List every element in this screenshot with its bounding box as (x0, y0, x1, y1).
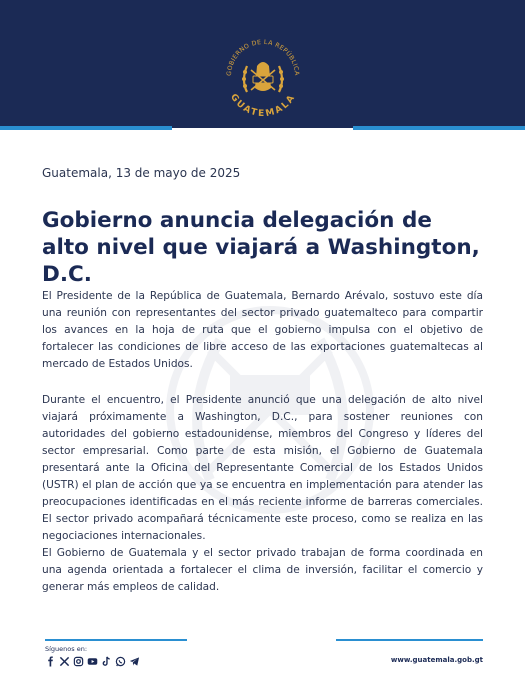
header-stripe-left (0, 126, 172, 130)
paragraph-3: El Gobierno de Guatemala y el sector privado trabajan de forma coordinada en una agenda orientada a fortalecer el clima de inversión, facilitar el comercio y generar más empleos de calidad. (42, 547, 483, 593)
svg-text:GUATEMALA (228, 92, 298, 119)
header-banner (0, 0, 525, 128)
instagram-icon[interactable] (73, 656, 84, 667)
guatemala-seal-icon (217, 30, 309, 122)
x-icon[interactable] (59, 656, 70, 667)
website-link[interactable]: www.guatemala.gob.gt (390, 656, 483, 664)
footer-line-right (336, 639, 483, 641)
header-stripe-right (353, 126, 525, 130)
whatsapp-icon[interactable] (115, 656, 126, 667)
tiktok-icon[interactable] (101, 656, 112, 667)
paragraph-2: Durante el encuentro, el Presidente anunció que una delegación de alto nivel viajará próximamente a Washington, D.C., para sostener reuniones con autoridades del gobierno estadounidense, miembros del Congreso y líderes del sector empresarial. Como parte de esta misión, el Gobierno de Guatemala presentará ante la Oficina del Representante Comercial de los Estados Unidos (USTR) el plan de acción que ya se encuentra en implementación para atender las preocupaciones identificadas en el más reciente informe de barreras comerciales. El sector privado acompañará técnicamente este proceso, como se realiza en las negociaciones internacionales. (42, 394, 483, 542)
youtube-icon[interactable] (87, 656, 98, 667)
seal-text-bottom: GUATEMALA (228, 92, 298, 120)
document-date: Guatemala, 13 de mayo de 2025 (42, 166, 241, 180)
paragraph-1: El Presidente de la República de Guatemala, Bernardo Arévalo, sostuvo este día una reunión con representantes del sector privado guatemalteco para compartir los avances en la hoja de ruta que el gobierno impulsa con el objetivo de fortalecer las condiciones de libre acceso de las exportaciones guatemaltecas al mercado de Estados Unidos. (42, 290, 483, 370)
telegram-icon[interactable] (129, 656, 140, 667)
document-title: Gobierno anuncia delegación de alto nivel que viajará a Washington, D.C. (42, 208, 480, 287)
seal-text-top: GOBIERNO DE LA REPÚBLICA (225, 38, 301, 77)
social-icons (45, 655, 140, 667)
follow-label: Síguenos en: (45, 645, 88, 653)
footer-line-left (45, 639, 187, 641)
facebook-icon[interactable] (45, 656, 56, 667)
